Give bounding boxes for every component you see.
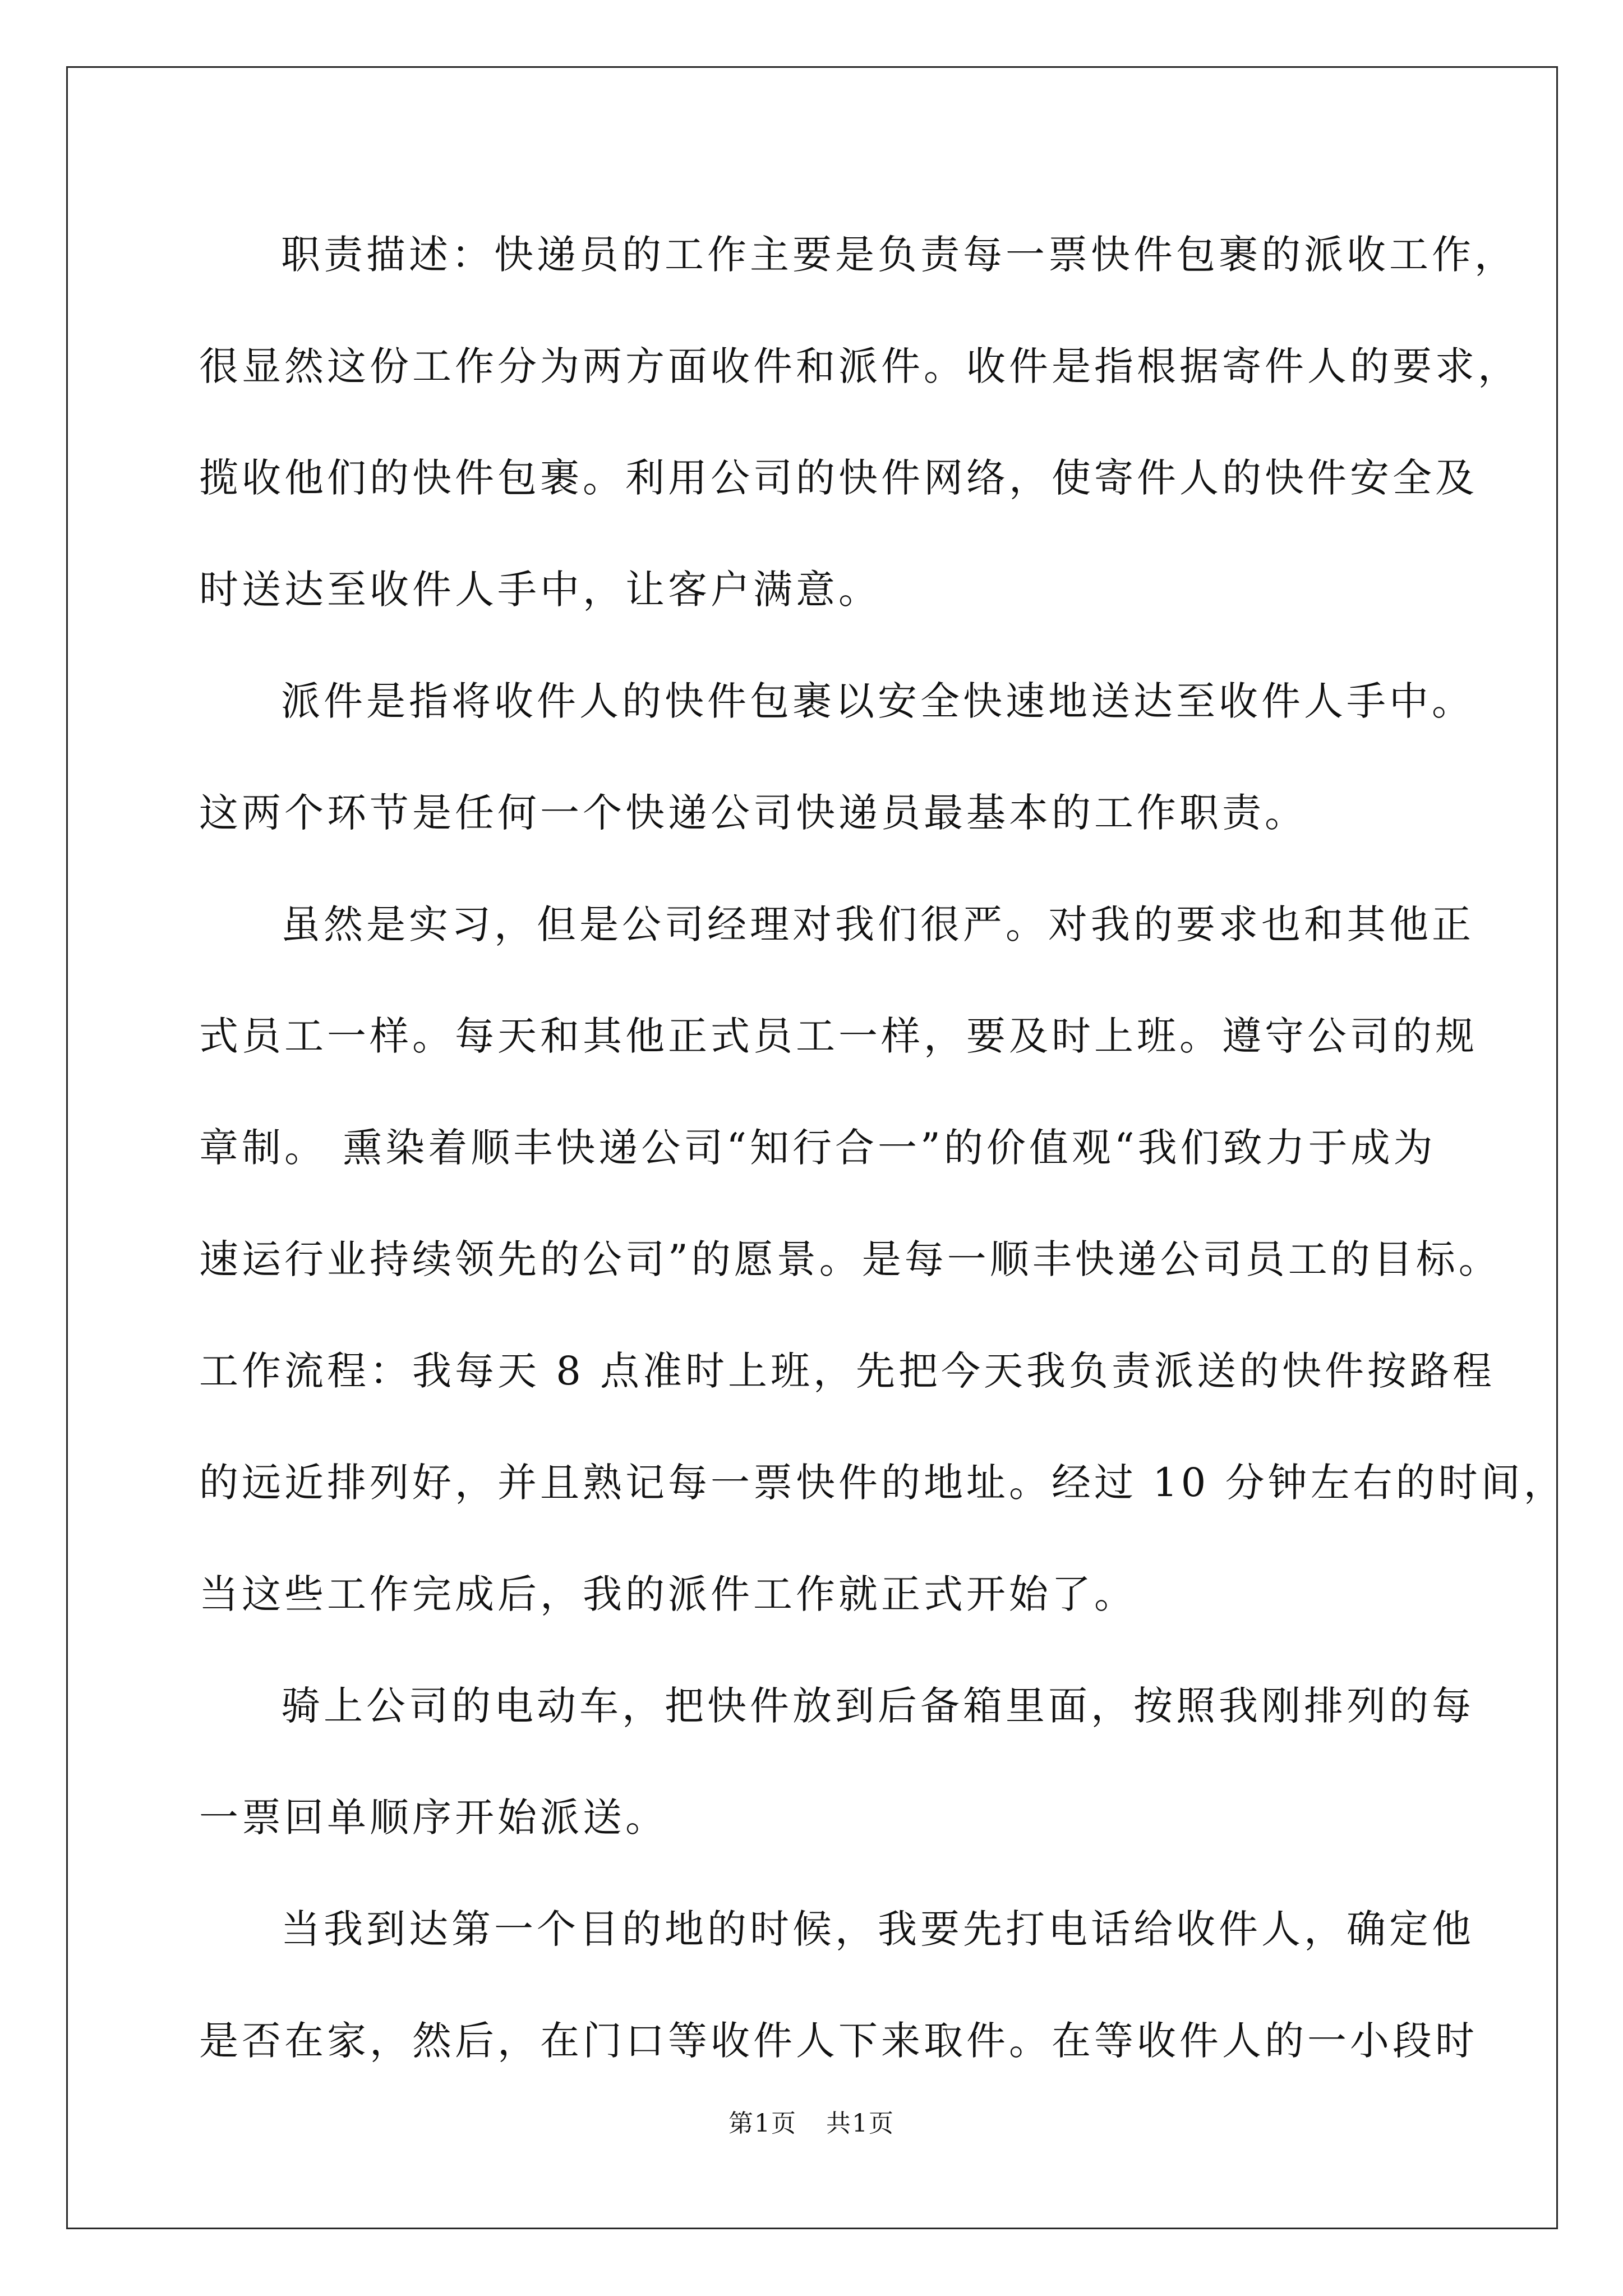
paragraph-line: 当我到达第一个目的地的时候，我要先打电话给收件人，确定他 <box>281 1906 1474 1952</box>
paragraph-line: 式员工一样。每天和其他正式员工一样，要及时上班。遵守公司的规 <box>199 1013 1478 1059</box>
paragraph-line: 速运行业持续领先的公司”的愿景。是每一顺丰快递公司员工的目标。 <box>199 1236 1501 1282</box>
paragraph-line: 职责描述：快递员的工作主要是负责每一票快件包裹的派收工作， <box>281 232 1517 278</box>
paragraph-line: 这两个环节是任何一个快递公司快递员最基本的工作职责。 <box>199 790 1307 836</box>
paragraph-line: 虽然是实习，但是公司经理对我们很严。对我的要求也和其他正 <box>281 901 1474 947</box>
paragraph-line: 工作流程：我每天 8 点准时上班，先把今天我负责派送的快件按路程 <box>199 1348 1496 1394</box>
paragraph-line: 章制。 熏染着顺丰快递公司“知行合一”的价值观“我们致力于成为 <box>199 1125 1436 1171</box>
paragraph-line: 一票回单顺序开始派送。 <box>199 1795 668 1841</box>
paragraph-line: 当这些工作完成后，我的派件工作就正式开始了。 <box>199 1571 1137 1617</box>
paragraph-line: 是否在家，然后，在门口等收件人下来取件。在等收件人的一小段时 <box>199 2018 1478 2064</box>
document-body <box>199 199 1566 2097</box>
paragraph-line: 的远近排列好，并且熟记每一票快件的地址。经过 10 分钟左右的时间， <box>199 1460 1566 1506</box>
paragraph-line: 时送达至收件人手中，让客户满意。 <box>199 567 881 613</box>
paragraph-line: 骑上公司的电动车，把快件放到后备箱里面，按照我刚排列的每 <box>281 1683 1474 1729</box>
paragraph-line: 很显然这份工作分为两方面收件和派件。收件是指根据寄件人的要求， <box>199 343 1520 389</box>
paragraph-line: 派件是指将收件人的快件包裹以安全快速地送达至收件人手中。 <box>281 678 1474 724</box>
page-number-total: 共1页 <box>826 2109 895 2138</box>
page-footer <box>0 2107 1623 2141</box>
page-number-current: 第1页 <box>728 2109 797 2138</box>
paragraph-line: 揽收他们的快件包裹。利用公司的快件网络，使寄件人的快件安全及 <box>199 455 1478 501</box>
